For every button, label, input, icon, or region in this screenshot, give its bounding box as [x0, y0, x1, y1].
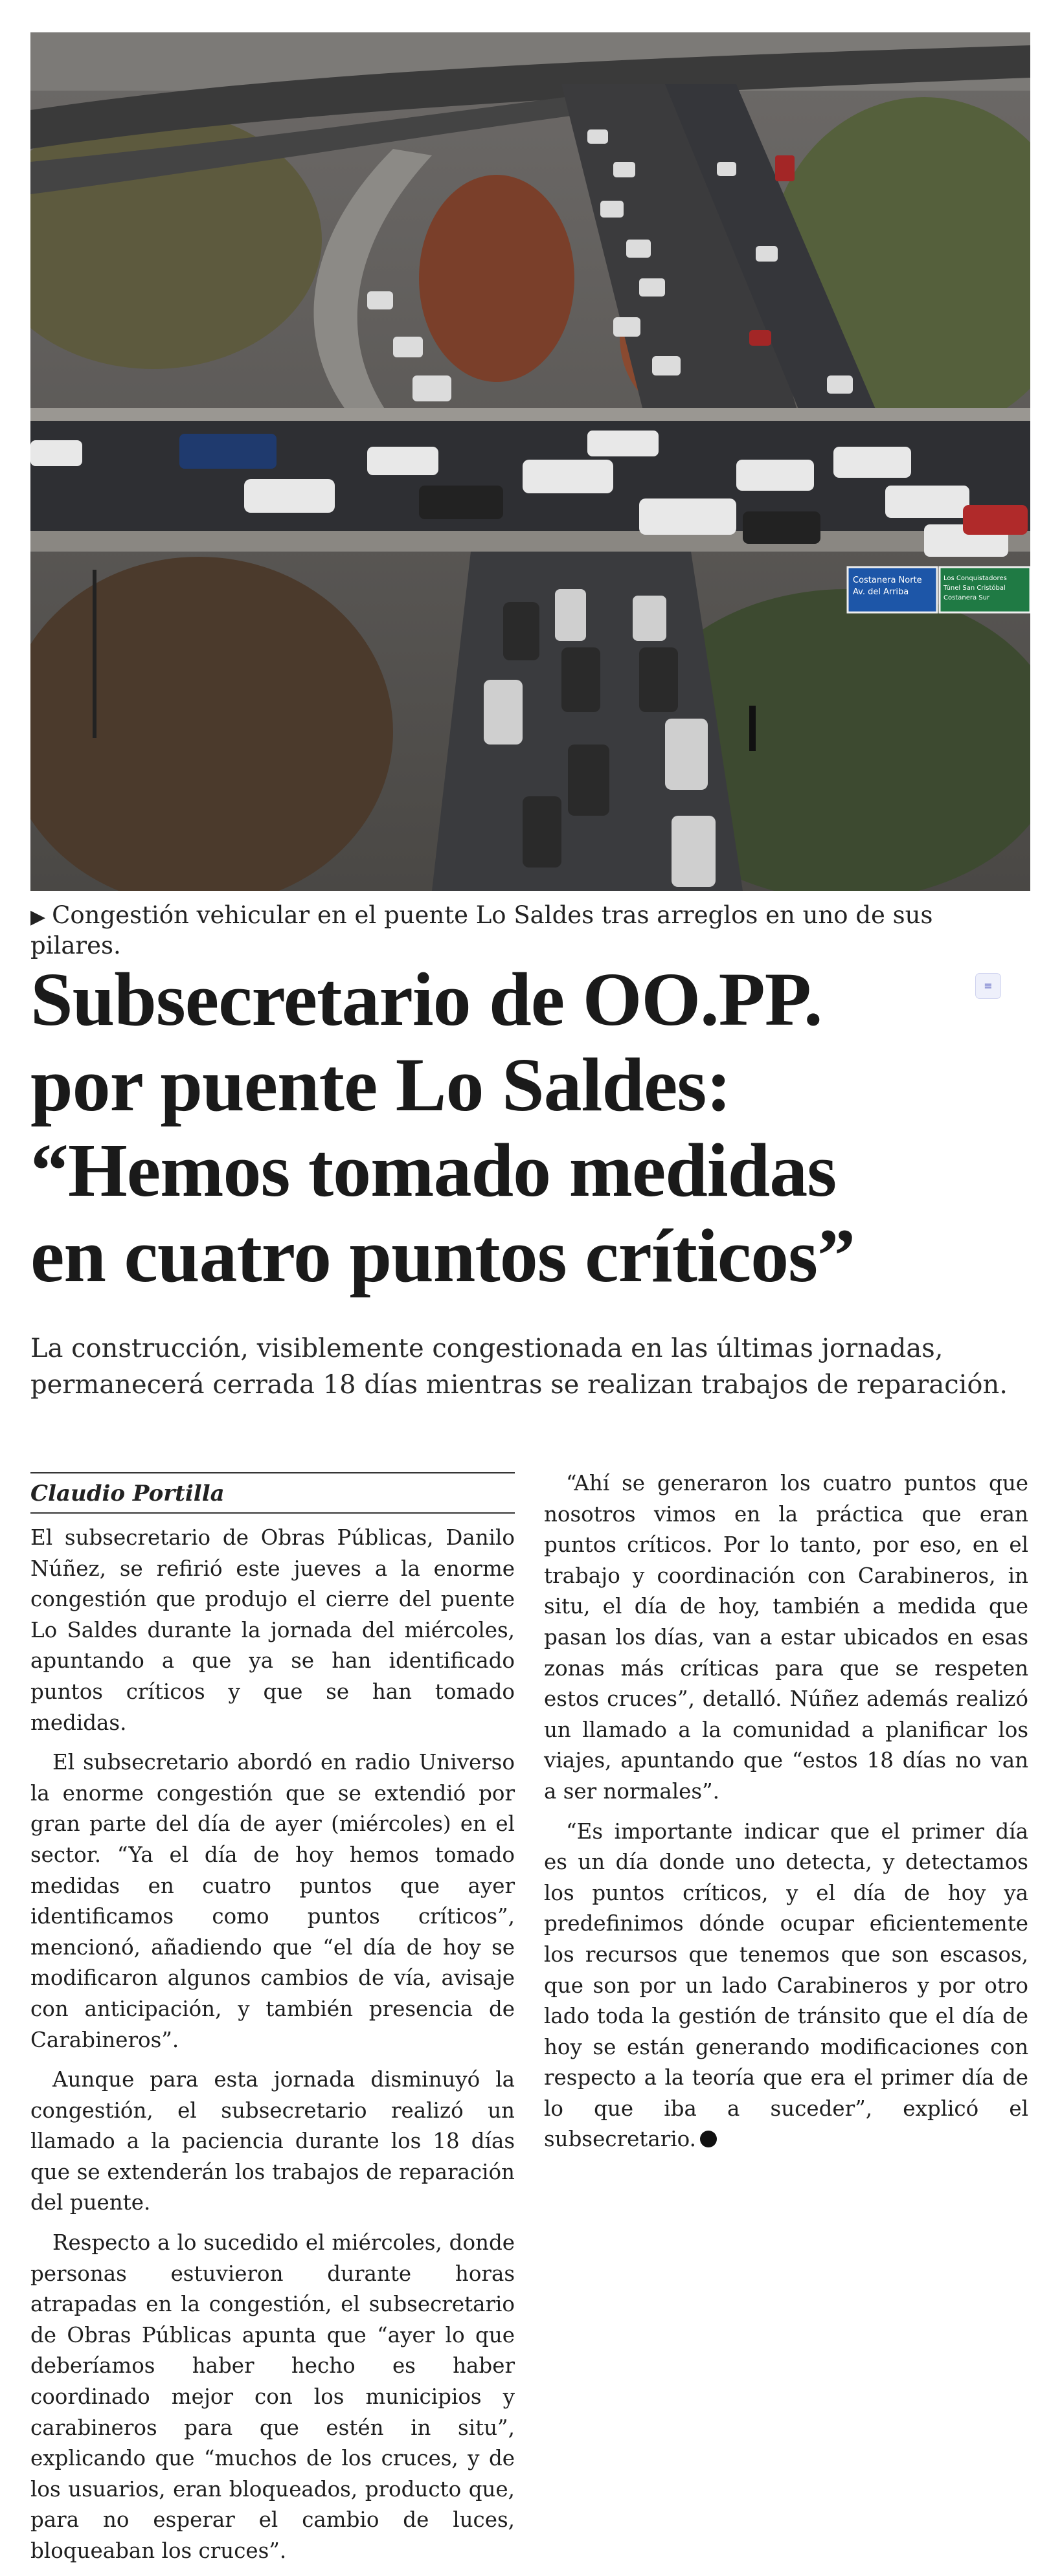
subheadline-line-2: permanecerá cerrada 18 días mientras se realizan trabajos de reparación.: [30, 1370, 1008, 1400]
note-icon[interactable]: ≡: [975, 973, 1001, 999]
subheadline-line-1: La construcción, visiblemente congestionada en las últimas jornadas,: [30, 1334, 943, 1363]
article-paragraph: El subsecretario abordó en radio Universo la enorme congestión que se extendió por gran parte del día de ayer (miércoles) en el sector. “Ya el día de hoy hemos tomado medidas en cuatro puntos que ayer identificamos como puntos críticos”, mencionó, añadiendo que “el día de hoy se modificaron algunos cambios de vía, avisaje con anticipación, y también presencia de Carabineros”.: [30, 1750, 515, 2052]
article-column-right: [544, 1468, 1028, 2164]
news-photo: [30, 32, 1030, 891]
article-column-left: [30, 1468, 515, 2576]
article-paragraph: “Ahí se generaron los cuatro puntos que nosotros vimos en la práctica que eran puntos críticos. Por lo tanto, por eso, en el trabajo y coordinación con Carabineros, in situ, el día de hoy, también a medida que pasan los días, van a estar ubicados en esas zonas más críticas para que se respeten estos cruces”, detalló. Núñez además realizó un llamado a la comunidad a planificar los viajes, apuntando que “estos 18 días no van a ser normales”.: [544, 1471, 1028, 1804]
subheadline: [30, 1330, 1041, 1403]
article-paragraph: Aunque para esta jornada disminuyó la congestión, el subsecretario realizó un llamado a la paciencia durante los 18 días que se extenderán los trabajos de reparación del puente.: [30, 2067, 515, 2215]
traffic-bridge-illustration: [30, 32, 1030, 891]
photo-caption: [30, 901, 1030, 960]
caption-marker-icon: ▶: [30, 906, 46, 928]
article-paragraph-final: [544, 1817, 1028, 2156]
headline-line-2: por puente Lo Saldes:: [30, 1042, 731, 1127]
headline-line-4: en cuatro puntos críticos”: [30, 1213, 855, 1298]
article-paragraph: Respecto a lo sucedido el miércoles, donde personas estuvieron durante horas atrapadas en la congestión, el subsecretario de Obras Públicas apunta que “ayer lo que deberíamos haber hecho es haber coordinado mejor con los municipios y carabineros para que estén in situ”, explicando que “muchos de los cruces, y de los usuarios, eran bloqueados, producto que, para no esperar el cambio de luces, bloqueaban los cruces”.: [30, 2230, 515, 2563]
sign-right-line-1: Los Conquistadores: [943, 575, 1007, 582]
caption-text: Congestión vehicular en el puente Lo Saldes tras arreglos en uno de sus pilares.: [30, 901, 933, 959]
byline: Claudio Portilla: [30, 1481, 225, 1506]
sign-left-line-1: Costanera Norte: [853, 576, 922, 585]
headline-line-3: “Hemos tomado medidas: [30, 1128, 837, 1213]
sign-left-line-2: Av. del Arriba: [853, 587, 909, 597]
article-paragraph-text: “Es importante indicar que el primer día es un día donde uno detecta, y detectamos los puntos críticos, y el día de hoy ya predefinimos dónde ocupar eficientemente los recursos que tenemos que son escasos, que son por un lado Carabineros y por otro lado toda la gestión de tránsito que el día de hoy se están generando modificaciones con respecto a la teoría que era el primer día de lo que iba a suceder”, explicó el subsecretario.: [544, 1819, 1028, 2152]
byline-rule: [30, 1512, 515, 1514]
headline: [30, 957, 989, 1299]
headline-line-1: Subsecretario de OO.PP.: [30, 957, 822, 1042]
article-paragraph: El subsecretario de Obras Públicas, Danilo Núñez, se refirió este jueves a la enorme congestión que produjo el cierre del puente Lo Saldes durante la jornada del miércoles, apuntando a que ya se han identificado puntos críticos y que se han tomado medidas.: [30, 1525, 515, 1735]
sign-right-line-3: Costanera Sur: [943, 594, 990, 601]
end-mark-icon: [700, 2131, 717, 2147]
sign-right-line-2: Túnel San Cristóbal: [943, 585, 1006, 592]
